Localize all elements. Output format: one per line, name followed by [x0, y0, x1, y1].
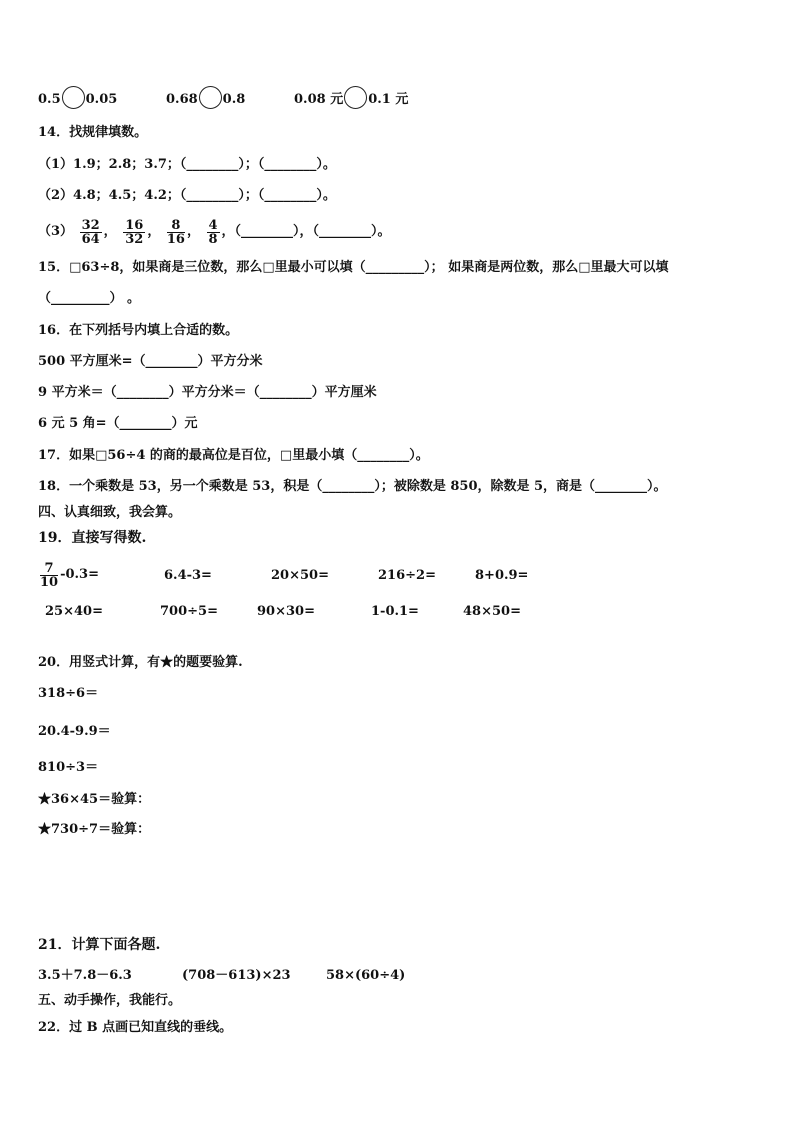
- q19-fraction: [40, 562, 58, 589]
- fraction-3-num: 8: [167, 219, 185, 233]
- q20-item-5: ★730÷7＝验算：: [38, 822, 151, 837]
- q21-item-2: (708－613)×23: [182, 968, 291, 983]
- fraction-1-den: 64: [81, 231, 100, 247]
- compare-circle-1[interactable]: [62, 86, 85, 109]
- compare-right-2: 0.8: [222, 92, 246, 107]
- q19-row-2-item-2: 700÷5=: [160, 604, 218, 619]
- fraction-3-den: 16: [166, 231, 185, 247]
- q21-title: 21．计算下面各题.: [38, 937, 161, 953]
- compare-item-1: [38, 88, 117, 111]
- fraction-3: [167, 219, 185, 246]
- fraction-2-den: 32: [125, 231, 144, 247]
- q14-row-3: [38, 212, 391, 253]
- q14-row-2: （2）4.8；4.5；4.2；（________）；（________）。: [38, 188, 336, 203]
- fraction-4-num: 4: [208, 217, 218, 233]
- q19-row-2-item-1: 25×40=: [45, 604, 103, 619]
- q15-line-1: 15．□63÷8，如果商是三位数，那么□里最小可以填（_________）； 如果商是两位数，那么□里最大可以填: [38, 260, 669, 275]
- sep-3: ，: [186, 224, 200, 239]
- q19-row-1-item-3: 20×50=: [271, 568, 329, 583]
- q19-row-2-item-4: 1-0.1=: [371, 604, 419, 619]
- q16-line-2: 9 平方米＝（________）平方分米＝（________）平方厘米: [38, 385, 377, 400]
- fraction-4-den: 8: [208, 231, 218, 247]
- q14-title: 14．找规律填数。: [38, 125, 148, 140]
- compare-right-1: 0.05: [85, 92, 118, 107]
- fraction-2: [123, 219, 145, 246]
- fraction-4: [207, 219, 220, 246]
- fraction-1-num: 32: [81, 217, 100, 233]
- q20-item-1: 318÷6＝: [38, 686, 99, 701]
- q21-item-1: 3.5＋7.8－6.3: [38, 968, 132, 983]
- sep-2: ，: [147, 224, 161, 239]
- compare-circle-2[interactable]: [199, 86, 222, 109]
- fraction-2-num: 16: [125, 217, 144, 233]
- q20-item-3: 810÷3＝: [38, 760, 99, 775]
- compare-circle-3[interactable]: [344, 86, 367, 109]
- compare-left-1: 0.5: [38, 92, 61, 107]
- section-5-heading: 五、动手操作，我能行。: [38, 993, 182, 1008]
- q19-title: 19．直接写得数.: [38, 530, 147, 546]
- q15-line-2: （_________） 。: [38, 291, 141, 306]
- q21-item-3: 58×(60÷4): [326, 968, 406, 983]
- q14-row-3-prefix: （3）: [38, 224, 74, 239]
- compare-left-3: 0.08 元: [294, 92, 344, 107]
- compare-item-2: [166, 88, 245, 111]
- section-4-heading: 四、认真细致，我会算。: [38, 505, 182, 520]
- q19-fraction-den: 10: [40, 574, 59, 590]
- q19-row-1-item-2: 6.4-3=: [164, 568, 212, 583]
- fraction-1: [80, 219, 102, 246]
- q16-line-1: 500 平方厘米=（________）平方分米: [38, 354, 263, 369]
- compare-item-3: [294, 88, 408, 111]
- q18-text: 18．一个乘数是 53，另一个乘数是 53，积是（________）；被除数是 850，除数是 5，商是（________）。: [38, 479, 667, 494]
- sep-1: ，: [103, 224, 117, 239]
- q20-item-4: ★36×45＝验算：: [38, 792, 151, 807]
- q20-item-2: 20.4-9.9＝: [38, 724, 111, 739]
- q16-line-3: 6 元 5 角=（________）元: [38, 416, 198, 431]
- compare-right-3: 0.1 元: [368, 92, 409, 107]
- q17-text: 17．如果□56÷4 的商的最高位是百位，□里最小填（________）。: [38, 448, 429, 463]
- q19-row-1-item-5: 8+0.9=: [475, 568, 529, 583]
- q19-row-1-item-1: [38, 555, 99, 596]
- compare-left-2: 0.68: [166, 92, 198, 107]
- q14-row-3-suffix: ，（________），（________）。: [221, 224, 391, 239]
- q19-row-1-item-4: 216÷2=: [378, 568, 436, 583]
- q19-fraction-num: 7: [40, 562, 58, 576]
- q19-fraction-tail: -0.3=: [60, 567, 99, 582]
- q22-text: 22．过 B 点画已知直线的垂线。: [38, 1020, 233, 1035]
- q16-title: 16．在下列括号内填上合适的数。: [38, 323, 239, 338]
- q19-row-2-item-5: 48×50=: [463, 604, 521, 619]
- q19-row-2-item-3: 90×30=: [257, 604, 315, 619]
- q20-title: 20．用竖式计算，有★的题要验算.: [38, 655, 243, 670]
- q14-row-1: （1）1.9；2.8；3.7；（________）；（________）。: [38, 157, 336, 172]
